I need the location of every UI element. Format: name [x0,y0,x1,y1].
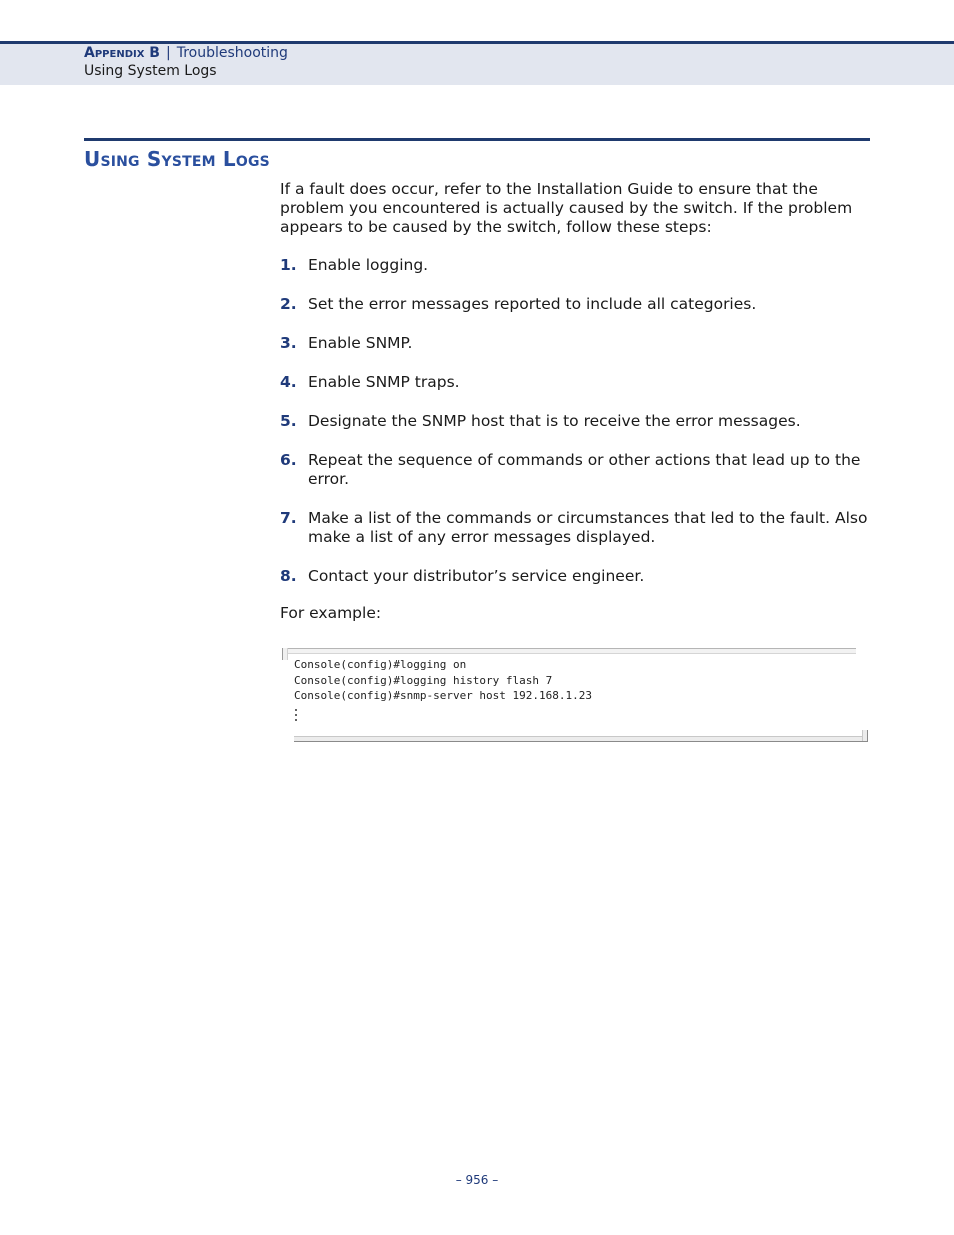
code-box-top-border [282,648,856,654]
step-number: 8. [280,567,297,585]
step-item [280,295,872,314]
step-text: Set the error messages reported to include all categories. [308,295,757,313]
code-box-corner-bottom-right [862,730,868,741]
code-block [294,657,592,704]
step-text: Repeat the sequence of commands or other actions that lead up to the error. [308,451,861,488]
step-item [280,334,872,353]
example-label: For example: [280,604,382,622]
step-item [280,256,872,275]
vertical-ellipsis-icon [295,708,298,722]
section-title: Using System Logs [84,147,270,171]
page-number: – 956 – [455,1173,499,1187]
code-box-corner-top-left [282,648,288,660]
step-number: 6. [280,451,297,469]
code-example-box [282,648,868,742]
code-line: Console(config)#logging history flash 7 [294,673,553,687]
step-item [280,567,872,586]
step-item [280,412,872,431]
step-item [280,373,872,392]
code-line: Console(config)#snmp-server host 192.168.1.23 [294,689,593,702]
step-item [280,451,872,489]
step-number: 2. [280,295,297,313]
step-text: Make a list of the commands or circumstances that led to the fault. Also make a list of any error messages displayed. [308,509,868,546]
step-text: Enable SNMP. [308,334,413,352]
code-box-bottom-border [294,736,868,742]
step-number: 7. [280,509,297,527]
step-text: Enable logging. [308,256,429,274]
intro-paragraph: If a fault does occur, refer to the Installation Guide to ensure that the problem you encountered is actually caused by the switch. If the problem appears to be caused by the switch, follow these steps: [280,180,853,236]
code-line: Console(config)#logging on [294,658,467,671]
step-item [280,509,872,547]
running-header-title [84,45,288,61]
step-text: Enable SNMP traps. [308,373,460,391]
step-text: Contact your distributor’s service engineer. [308,567,645,585]
step-number: 4. [280,373,297,391]
step-number: 1. [280,256,297,274]
step-number: 3. [280,334,297,352]
running-header-subsection: Using System Logs [84,63,217,79]
step-number: 5. [280,412,297,430]
appendix-label: Appendix B [84,45,160,61]
step-text: Designate the SNMP host that is to receive the error messages. [308,412,801,430]
chapter-name: Troubleshooting [176,45,288,61]
steps-list [280,256,872,606]
section-divider [84,138,870,141]
header-separator: | [165,45,171,61]
